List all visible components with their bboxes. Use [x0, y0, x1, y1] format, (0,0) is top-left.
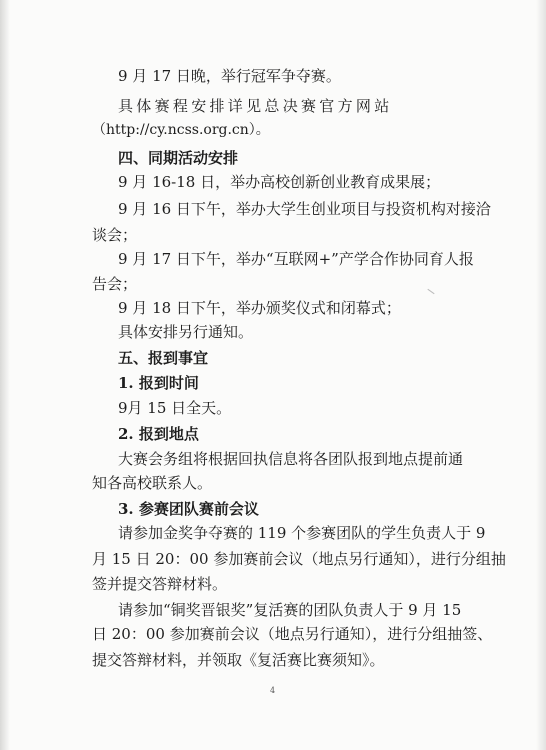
- paragraph-line: 谈会；: [92, 226, 138, 244]
- website-url: （http://cy.ncss.org.cn）。: [92, 122, 270, 138]
- subsection-heading: 3. 参赛团队赛前会议: [118, 500, 259, 518]
- scan-mark: [427, 289, 434, 294]
- paragraph-line: 日 20：00 参加赛前会议（地点另行通知），进行分组抽签、: [92, 625, 493, 643]
- paragraph-line: 知各高校联系人。: [92, 474, 213, 492]
- paragraph-line: 提交答辩材料，并领取《复活赛比赛须知》。: [92, 651, 385, 669]
- section-heading: 五、报到事宜: [118, 349, 209, 367]
- paragraph-line: 9 月 17 日晚，举行冠军争夺赛。: [118, 67, 341, 85]
- paragraph-line: 告会；: [92, 275, 138, 293]
- paragraph-line: 具体安排另行通知。: [118, 323, 254, 341]
- scan-edge-right: [536, 0, 546, 750]
- page-number: 4: [270, 686, 276, 695]
- subsection-heading: 1. 报到时间: [118, 374, 199, 392]
- paragraph-line: 9 月 18 日下午，举办颁奖仪式和闭幕式；: [118, 299, 401, 317]
- subsection-heading: 2. 报到地点: [118, 425, 199, 443]
- paragraph-line: 签并提交答辩材料。: [92, 575, 228, 593]
- paragraph-line: 9 月 16-18 日，举办高校创新创业教育成果展；: [118, 173, 441, 191]
- paragraph-line: 9 月 17 日下午，举办“互联网+”产学合作协同育人报: [118, 250, 474, 268]
- section-heading: 四、同期活动安排: [118, 149, 239, 167]
- paragraph-line: 9 月 16 日下午，举办大学生创业项目与投资机构对接洽: [118, 200, 491, 218]
- scan-edge-left: [0, 0, 10, 750]
- paragraph-line: 大赛会务组将根据回执信息将各团队报到地点提前通: [118, 450, 464, 468]
- paragraph-line: 具体赛程安排详见总决赛官方网站: [118, 97, 393, 115]
- paragraph-line: 请参加“铜奖晋银奖”复活赛的团队负责人于 9 月 15: [118, 601, 462, 619]
- paragraph-line: 请参加金奖争夺赛的 119 个参赛团队的学生负责人于 9: [118, 524, 486, 542]
- paragraph-line: 9月 15 日全天。: [118, 399, 232, 417]
- paragraph-line: 月 15 日 20：00 参加赛前会议（地点另行通知），进行分组抽: [92, 550, 506, 568]
